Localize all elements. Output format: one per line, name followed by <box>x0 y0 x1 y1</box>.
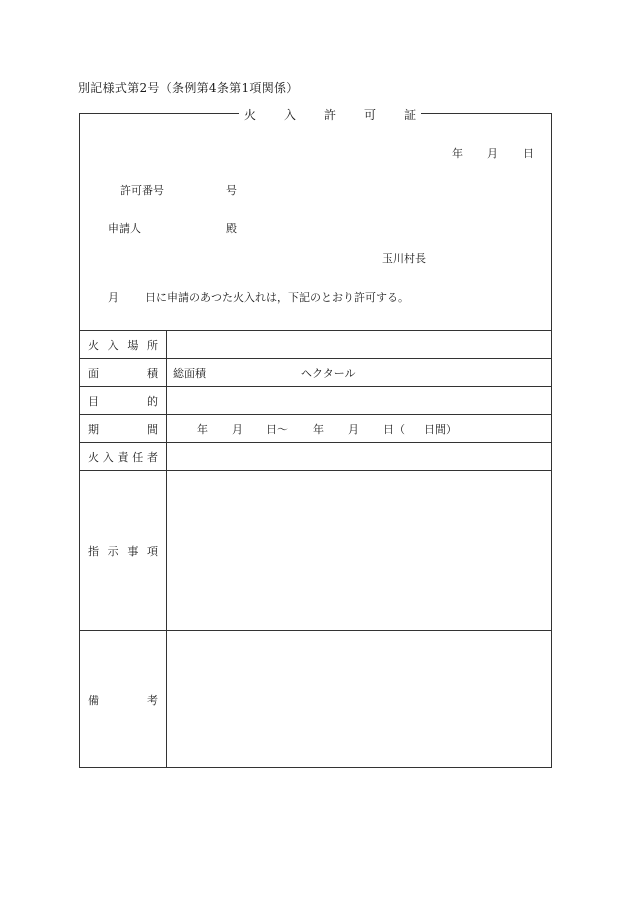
label-char: 者 <box>147 451 158 464</box>
label-char: 指 <box>88 545 99 558</box>
row-divider <box>79 630 552 631</box>
document-title <box>239 106 421 123</box>
period-end-day: 日（ <box>383 423 405 436</box>
label-char: 備 <box>88 694 99 707</box>
date-year: 年 <box>452 147 463 160</box>
row-label-remarks <box>88 692 158 708</box>
label-char: 項 <box>146 545 158 558</box>
row-label-purpose <box>88 393 158 409</box>
row-divider <box>79 386 552 387</box>
issuer-name: 玉川村長 <box>382 252 426 265</box>
label-char: 入 <box>107 339 119 352</box>
title-char: 証 <box>404 108 417 122</box>
date-month: 月 <box>487 147 498 160</box>
label-char: 的 <box>147 395 158 408</box>
label-char: 考 <box>147 694 158 707</box>
label-char: 任 <box>132 451 144 464</box>
row-divider <box>79 358 552 359</box>
period-end-month: 月 <box>348 423 359 436</box>
row-label-instructions <box>88 543 158 559</box>
label-char: 責 <box>117 451 129 464</box>
row-label-area <box>88 365 158 381</box>
label-char: 所 <box>146 339 158 352</box>
label-char: 入 <box>102 451 114 464</box>
title-char: 入 <box>284 108 297 122</box>
label-char: 目 <box>88 395 99 408</box>
label-char: 期 <box>88 423 99 436</box>
period-end-year: 年 <box>313 423 324 436</box>
statement-month: 月 <box>108 291 119 304</box>
form-reference: 別記様式第2号（条例第4条第1項関係） <box>78 81 299 95</box>
label-char: 積 <box>147 367 158 380</box>
period-start-month: 月 <box>232 423 243 436</box>
label-column-divider <box>166 330 167 768</box>
permit-number-suffix: 号 <box>226 184 237 197</box>
label-char: 火 <box>88 451 99 464</box>
applicant-honorific: 殿 <box>226 222 237 235</box>
label-char: 面 <box>88 367 99 380</box>
date-day: 日 <box>523 147 534 160</box>
permit-frame <box>79 113 552 768</box>
period-start-year: 年 <box>197 423 208 436</box>
row-label-period <box>88 421 158 437</box>
period-days: 日間） <box>424 423 457 436</box>
row-label-responsible <box>88 449 158 465</box>
area-unit: ヘクタール <box>301 367 356 380</box>
row-label-location <box>88 337 158 353</box>
row-divider <box>79 442 552 443</box>
label-char: 間 <box>147 423 158 436</box>
label-char: 場 <box>127 339 139 352</box>
row-divider <box>79 470 552 471</box>
statement-text: 日に申請のあつた火入れは，下記のとおり許可する。 <box>145 291 409 304</box>
label-char: 示 <box>107 545 119 558</box>
area-total-label: 総面積 <box>173 367 206 380</box>
title-char: 許 <box>324 108 337 122</box>
label-char: 火 <box>88 339 99 352</box>
applicant-label: 申請人 <box>108 222 141 235</box>
title-char: 火 <box>244 108 257 122</box>
permit-number-label: 許可番号 <box>120 184 164 197</box>
table-top-border <box>79 330 552 331</box>
label-char: 事 <box>127 545 139 558</box>
row-divider <box>79 414 552 415</box>
title-char: 可 <box>364 108 377 122</box>
period-start-day: 日〜 <box>266 423 288 436</box>
